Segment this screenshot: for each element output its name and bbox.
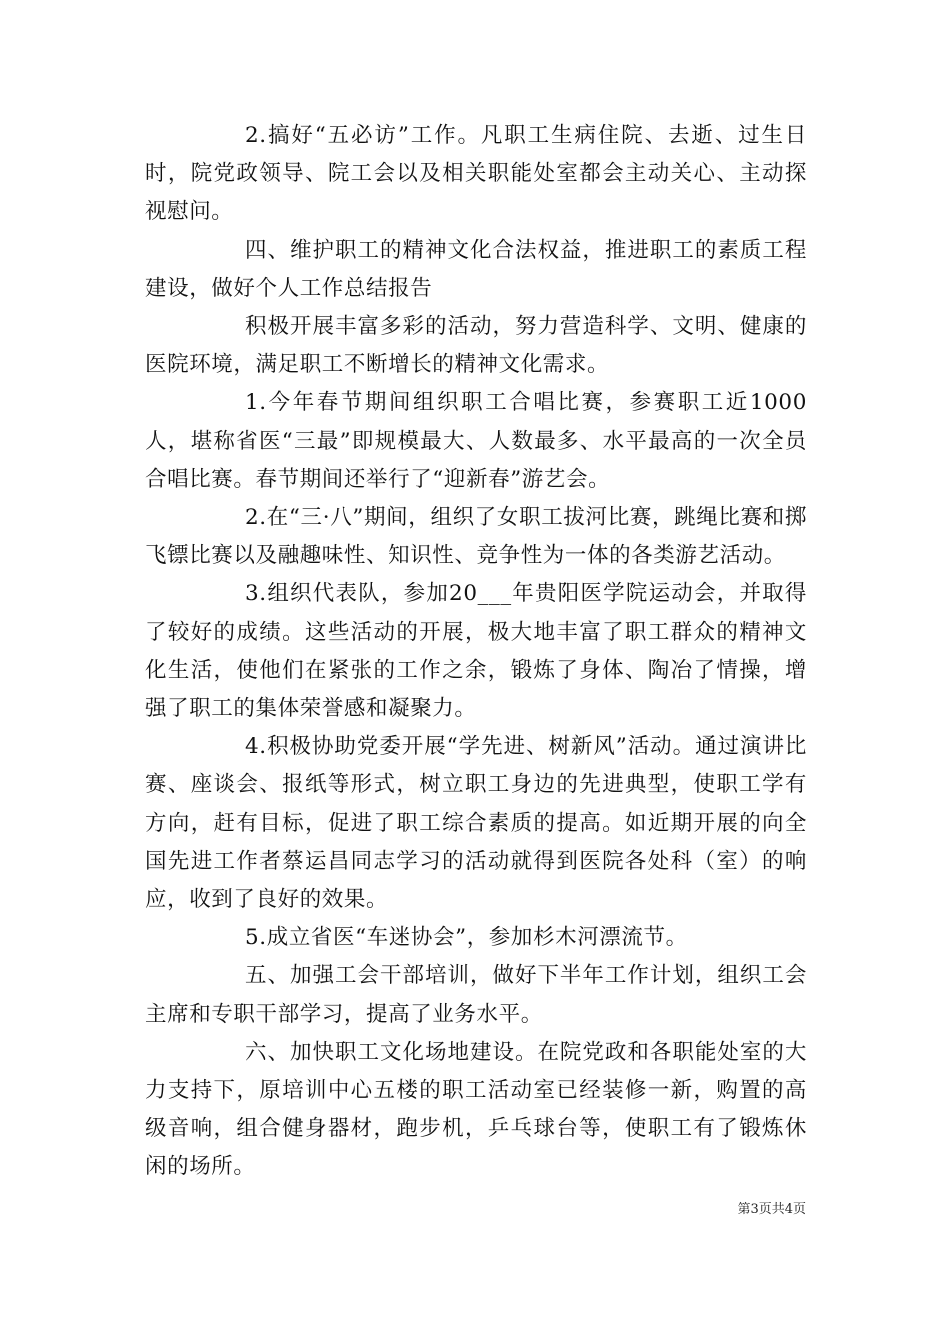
document-body [145, 117, 807, 1187]
paragraph-section-four-heading: 四、维护职工的精神文化合法权益，推进职工的素质工程建设，做好个人工作总结报告 [145, 237, 807, 301]
paragraph-car-fans-club: 5.成立省医“车迷协会”，参加杉木河漂流节。 [245, 925, 688, 951]
paragraph-section-six-venue: 六、加快职工文化场地建设。在院党政和各职能处室的大力支持下，原培训中心五楼的职工活动室已经装修一新，购置的高级音响，组合健身器材，跑步机，乒乓球台等，使职工有了锻炼休闲的场所。 [145, 1039, 807, 1180]
paragraph-wubifang: 2.搞好“五必访”工作。凡职工生病住院、去逝、过生日时，院党政领导、院工会以及相关职能处室都会主动关心、主动探视慰问。 [145, 123, 807, 225]
page-number-footer: 第3页共4页 [737, 1202, 806, 1217]
paragraph-learn-from-advanced: 4.积极协助党委开展“学先进、树新风”活动。通过演讲比赛、座谈会、报纸等形式，树立职工身边的先进典型，使职工学有方向，赶有目标，促进了职工综合素质的提高。如近期开展的向全国先进工作者蔡运昌同志学习的活动就得到医院各处科（室）的响应，收到了良好的效果。 [145, 734, 807, 913]
paragraph-womens-day-games: 2.在“三·八”期间，组织了女职工拔河比赛，跳绳比赛和掷飞镖比赛以及融趣味性、知识性、竞争性为一体的各类游艺活动。 [145, 505, 807, 569]
paragraph-section-five-training: 五、加强工会干部培训，做好下半年工作计划，组织工会主席和专职干部学习，提高了业务水平。 [145, 963, 807, 1027]
paragraph-activities-intro: 积极开展丰富多彩的活动，努力营造科学、文明、健康的医院环境，满足职工不断增长的精神文化需求。 [145, 314, 807, 378]
paragraph-choir-contest: 1.今年春节期间组织职工合唱比赛，参赛职工近1000人，堪称省医“三最”即规模最大、人数最多、水平最高的一次全员合唱比赛。春节期间还举行了“迎新春”游艺会。 [145, 390, 807, 492]
paragraph-sports-meet: 3.组织代表队，参加20___年贵阳医学院运动会，并取得了较好的成绩。这些活动的开展，极大地丰富了职工群众的精神文化生活，使他们在紧张的工作之余，锻炼了身体、陶冶了情操，增强了职工的集体荣誉感和凝聚力。 [145, 581, 807, 722]
